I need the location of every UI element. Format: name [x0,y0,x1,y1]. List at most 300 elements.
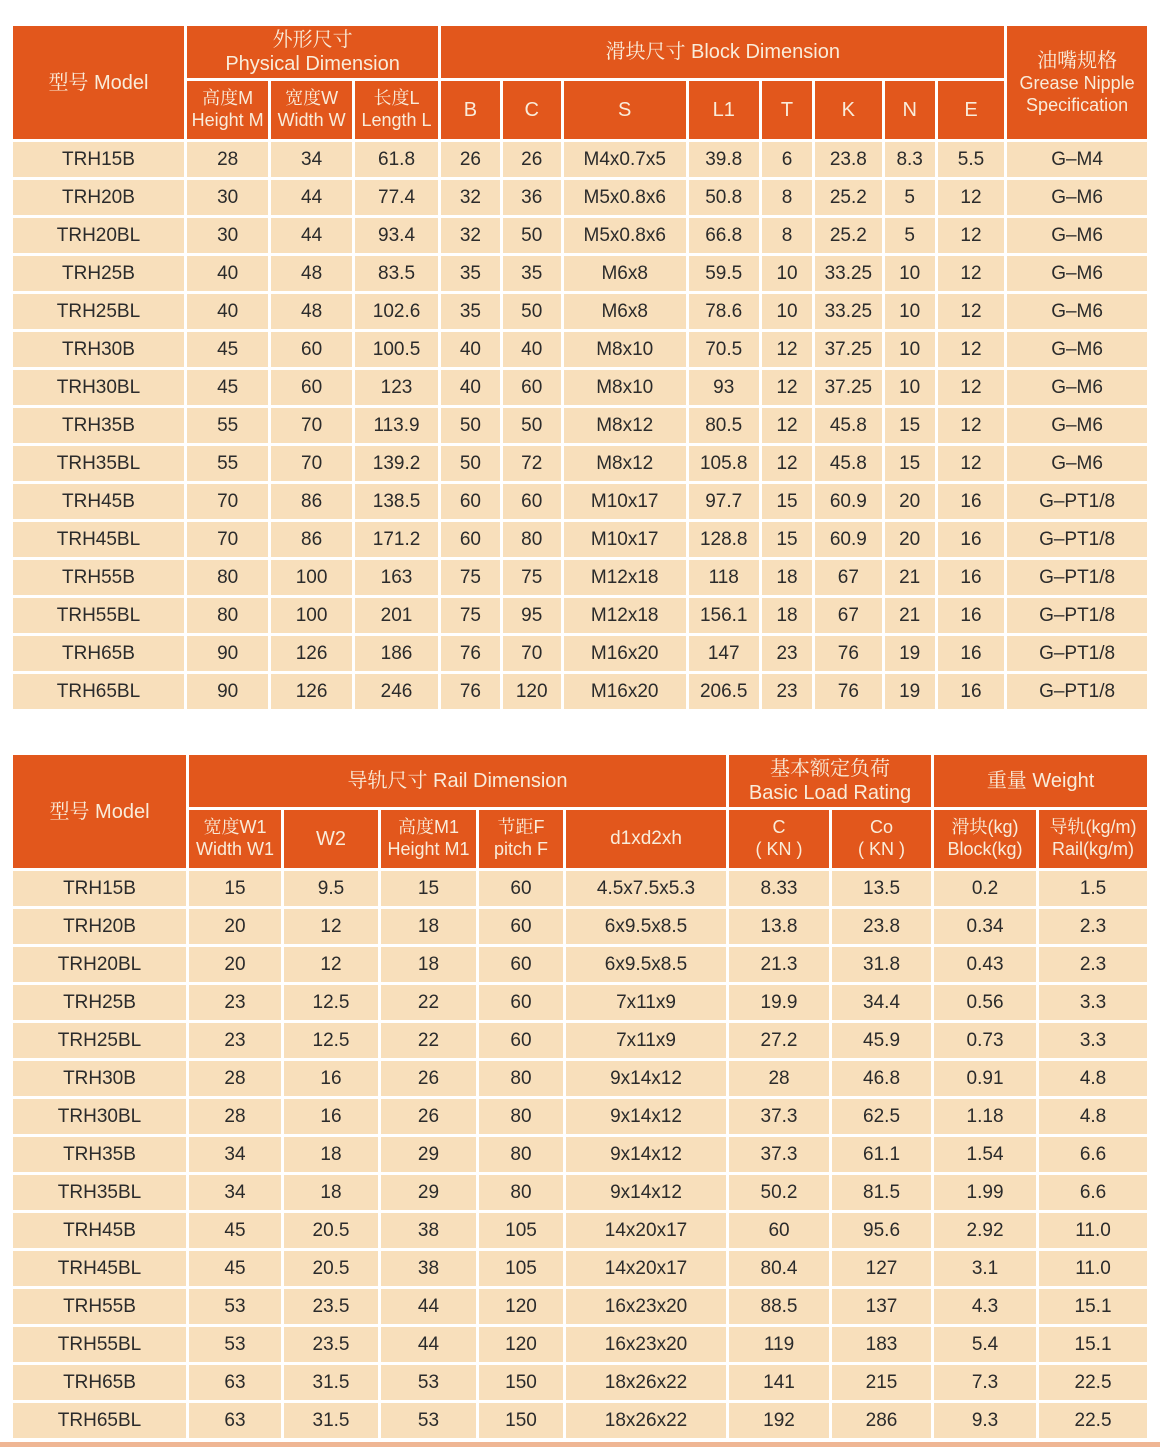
value-cell: 29 [381,1137,476,1172]
value-cell: 50 [503,294,561,329]
value-cell: 31.5 [284,1403,378,1438]
value-cell: 77.4 [355,180,438,215]
header-n: N [885,81,935,139]
value-cell: 48 [271,256,351,291]
value-cell: 10 [885,256,935,291]
value-cell: 34.4 [832,985,931,1020]
header-rail-kg-m: 导轨(kg/m) Rail(kg/m) [1039,810,1147,868]
value-cell: M12x18 [564,598,686,633]
value-cell: 15 [189,871,281,906]
value-cell: 30 [187,218,268,253]
value-cell: 22.5 [1039,1403,1147,1438]
value-cell: 53 [381,1365,476,1400]
value-cell: G–M6 [1007,446,1147,481]
table-row [13,598,1147,633]
header-c: C [503,81,561,139]
model-cell: TRH25BL [13,294,184,329]
value-cell: 20 [189,947,281,982]
header-height-m: 高度M Height M [187,81,268,139]
value-cell: 37.25 [815,370,881,405]
value-cell: 23.8 [832,909,931,944]
model-cell: TRH30BL [13,1099,186,1134]
value-cell: 15 [762,484,812,519]
model-cell: TRH35BL [13,1175,186,1210]
value-cell: M5x0.8x6 [564,180,686,215]
value-cell: 45 [189,1251,281,1286]
value-cell: G–M6 [1007,408,1147,443]
value-cell: 29 [381,1175,476,1210]
value-cell: 5.5 [938,142,1004,177]
header-b: B [441,81,499,139]
value-cell: 9x14x12 [566,1175,726,1210]
value-cell: 118 [689,560,759,595]
value-cell: 80 [503,522,561,557]
value-cell: M12x18 [564,560,686,595]
model-cell: TRH20B [13,909,186,944]
value-cell: 90 [187,636,268,671]
value-cell: 60 [503,484,561,519]
value-cell: 61.8 [355,142,438,177]
model-cell: TRH55B [13,560,184,595]
value-cell: 23.5 [284,1289,378,1324]
value-cell: 70.5 [689,332,759,367]
value-cell: 55 [187,446,268,481]
value-cell: 2.3 [1039,947,1147,982]
model-cell: TRH65BL [13,674,184,709]
value-cell: 90 [187,674,268,709]
value-cell: 10 [762,294,812,329]
model-cell: TRH35B [13,408,184,443]
value-cell: 12 [938,256,1004,291]
value-cell: 12.5 [284,1023,378,1058]
grease-nipple-en: Grease Nipple Specification [1019,72,1135,115]
value-cell: 32 [441,180,499,215]
value-cell: 97.7 [689,484,759,519]
model-cell: TRH55BL [13,598,184,633]
value-cell: 44 [271,218,351,253]
model-cell: TRH30B [13,332,184,367]
value-cell: 119 [729,1327,829,1362]
header-model: 型号 Model [13,755,186,868]
value-cell: 12 [938,446,1004,481]
value-cell: 3.3 [1039,1023,1147,1058]
table-row [13,370,1147,405]
value-cell: 35 [441,294,499,329]
value-cell: 6x9.5x8.5 [566,909,726,944]
value-cell: 88.5 [729,1289,829,1324]
block-table-body [13,142,1147,709]
value-cell: 8 [762,218,812,253]
value-cell: 12 [762,446,812,481]
model-cell: TRH45BL [13,1251,186,1286]
value-cell: G–PT1/8 [1007,522,1147,557]
value-cell: 12 [938,218,1004,253]
value-cell: 80 [187,598,268,633]
value-cell: 38 [381,1251,476,1286]
value-cell: 100.5 [355,332,438,367]
value-cell: 72 [503,446,561,481]
value-cell: 15 [381,871,476,906]
physical-dimension-en: Physical Dimension [225,53,400,75]
header-co-kn: Co ( KN ) [832,810,931,868]
value-cell: 62.5 [832,1099,931,1134]
value-cell: 75 [441,598,499,633]
value-cell: 53 [189,1327,281,1362]
model-cell: TRH30BL [13,370,184,405]
table-row [13,909,1147,944]
value-cell: G–M4 [1007,142,1147,177]
value-cell: 4.5x7.5x5.3 [566,871,726,906]
value-cell: 34 [189,1137,281,1172]
value-cell: 44 [381,1327,476,1362]
block-dimension-table [10,23,1150,712]
value-cell: 100 [271,598,351,633]
value-cell: 12 [762,370,812,405]
value-cell: G–M6 [1007,370,1147,405]
value-cell: 19.9 [729,985,829,1020]
value-cell: 126 [271,636,351,671]
value-cell: 53 [189,1289,281,1324]
value-cell: 80 [479,1137,563,1172]
value-cell: 147 [689,636,759,671]
value-cell: 80 [479,1061,563,1096]
table-row [13,560,1147,595]
value-cell: 60 [479,909,563,944]
table-row [13,1175,1147,1210]
model-cell: TRH55B [13,1289,186,1324]
value-cell: 25.2 [815,180,881,215]
value-cell: 22.5 [1039,1365,1147,1400]
value-cell: 12 [762,332,812,367]
value-cell: 60 [479,871,563,906]
header-w2: W2 [284,810,378,868]
table-row [13,408,1147,443]
value-cell: 12 [284,909,378,944]
value-cell: 14x20x17 [566,1213,726,1248]
value-cell: 80.5 [689,408,759,443]
value-cell: 26 [381,1099,476,1134]
value-cell: 60 [441,484,499,519]
value-cell: 18 [284,1175,378,1210]
value-cell: 120 [503,674,561,709]
table-row [13,332,1147,367]
value-cell: 5.4 [934,1327,1036,1362]
model-cell: TRH35B [13,1137,186,1172]
value-cell: 0.34 [934,909,1036,944]
value-cell: 70 [503,636,561,671]
value-cell: 28 [189,1099,281,1134]
value-cell: 16 [938,598,1004,633]
value-cell: 20.5 [284,1213,378,1248]
header-d1xd2xh: d1xd2xh [566,810,726,868]
table-row [13,1023,1147,1058]
value-cell: 80.4 [729,1251,829,1286]
value-cell: 66.8 [689,218,759,253]
table-row [13,947,1147,982]
value-cell: 63 [189,1365,281,1400]
value-cell: 60 [503,370,561,405]
value-cell: 40 [441,332,499,367]
value-cell: 37.25 [815,332,881,367]
value-cell: 67 [815,598,881,633]
table-row [13,1327,1147,1362]
value-cell: 105 [479,1251,563,1286]
value-cell: G–M6 [1007,218,1147,253]
value-cell: G–PT1/8 [1007,484,1147,519]
value-cell: M4x0.7x5 [564,142,686,177]
header-weight-group: 重量 Weight [934,755,1147,807]
value-cell: 31.8 [832,947,931,982]
value-cell: 18 [381,947,476,982]
value-cell: 12 [284,947,378,982]
value-cell: 70 [187,484,268,519]
value-cell: 30 [187,180,268,215]
table-gap [10,712,1150,752]
value-cell: 83.5 [355,256,438,291]
value-cell: 60.9 [815,484,881,519]
value-cell: M6x8 [564,294,686,329]
value-cell: 80 [479,1099,563,1134]
value-cell: 23.8 [815,142,881,177]
value-cell: 35 [503,256,561,291]
value-cell: 53 [381,1403,476,1438]
value-cell: 9.3 [934,1403,1036,1438]
value-cell: 127 [832,1251,931,1286]
value-cell: 3.3 [1039,985,1147,1020]
value-cell: 37.3 [729,1137,829,1172]
value-cell: 16 [284,1099,378,1134]
value-cell: 61.1 [832,1137,931,1172]
model-cell: TRH30B [13,1061,186,1096]
value-cell: 16 [938,674,1004,709]
table-row [13,1061,1147,1096]
value-cell: 186 [355,636,438,671]
value-cell: 12 [938,370,1004,405]
value-cell: 40 [503,332,561,367]
value-cell: 5 [885,180,935,215]
value-cell: 23.5 [284,1327,378,1362]
value-cell: 215 [832,1365,931,1400]
model-cell: TRH20BL [13,218,184,253]
value-cell: 3.1 [934,1251,1036,1286]
value-cell: G–M6 [1007,294,1147,329]
header-grease-nipple [1007,26,1147,139]
value-cell: 20 [885,484,935,519]
table-row [13,674,1147,709]
table-row [13,218,1147,253]
value-cell: 45 [189,1213,281,1248]
value-cell: 0.43 [934,947,1036,982]
header-width-w1: 宽度W1 Width W1 [189,810,281,868]
value-cell: 28 [189,1061,281,1096]
value-cell: 15 [885,446,935,481]
value-cell: 20 [885,522,935,557]
value-cell: M8x12 [564,408,686,443]
value-cell: 18 [381,909,476,944]
value-cell: 81.5 [832,1175,931,1210]
value-cell: 40 [187,294,268,329]
value-cell: 70 [271,408,351,443]
table-row [13,294,1147,329]
header-block-kg: 滑块(kg) Block(kg) [934,810,1036,868]
header-height-m1: 高度M1 Height M1 [381,810,476,868]
table-row [13,522,1147,557]
value-cell: 21 [885,598,935,633]
value-cell: 22 [381,1023,476,1058]
value-cell: 123 [355,370,438,405]
value-cell: M8x12 [564,446,686,481]
header-model: 型号 Model [13,26,184,139]
model-cell: TRH65BL [13,1403,186,1438]
rail-dimension-table [10,752,1150,1441]
value-cell: 67 [815,560,881,595]
value-cell: 139.2 [355,446,438,481]
table-row [13,256,1147,291]
value-cell: G–PT1/8 [1007,636,1147,671]
value-cell: 37.3 [729,1099,829,1134]
value-cell: 19 [885,636,935,671]
value-cell: 16 [284,1061,378,1096]
value-cell: 113.9 [355,408,438,443]
value-cell: 26 [503,142,561,177]
value-cell: 45.9 [832,1023,931,1058]
table-row [13,1213,1147,1248]
header-rail-dimension-group: 导轨尺寸 Rail Dimension [189,755,726,807]
value-cell: 11.0 [1039,1213,1147,1248]
value-cell: 16 [938,484,1004,519]
value-cell: 120 [479,1327,563,1362]
value-cell: 102.6 [355,294,438,329]
value-cell: 95 [503,598,561,633]
value-cell: 78.6 [689,294,759,329]
header-pitch-f: 节距F pitch F [479,810,563,868]
value-cell: 50 [441,408,499,443]
value-cell: 46.8 [832,1061,931,1096]
table-row [13,1137,1147,1172]
value-cell: 9x14x12 [566,1061,726,1096]
value-cell: 26 [441,142,499,177]
model-cell: TRH45B [13,484,184,519]
value-cell: 4.3 [934,1289,1036,1324]
value-cell: 183 [832,1327,931,1362]
page-bottom-rule [0,1442,1160,1447]
value-cell: 60 [729,1213,829,1248]
value-cell: 15 [885,408,935,443]
value-cell: 60 [271,332,351,367]
value-cell: 137 [832,1289,931,1324]
value-cell: 28 [729,1061,829,1096]
table-row [13,1365,1147,1400]
value-cell: M10x17 [564,522,686,557]
table-row [13,1251,1147,1286]
value-cell: 40 [187,256,268,291]
value-cell: 28 [187,142,268,177]
value-cell: 286 [832,1403,931,1438]
value-cell: 60 [479,1023,563,1058]
model-cell: TRH20B [13,180,184,215]
value-cell: 9x14x12 [566,1137,726,1172]
value-cell: G–M6 [1007,180,1147,215]
value-cell: 8.3 [885,142,935,177]
header-basic-load-rating-group [729,755,931,807]
value-cell: 76 [815,636,881,671]
value-cell: 6x9.5x8.5 [566,947,726,982]
value-cell: 2.3 [1039,909,1147,944]
value-cell: 33.25 [815,256,881,291]
value-cell: 50.2 [729,1175,829,1210]
grease-nipple-zh: 油嘴规格 [1037,49,1118,72]
value-cell: 6 [762,142,812,177]
value-cell: 40 [441,370,499,405]
value-cell: 23 [189,1023,281,1058]
value-cell: 39.8 [689,142,759,177]
model-cell: TRH35BL [13,446,184,481]
value-cell: 34 [271,142,351,177]
value-cell: 20 [189,909,281,944]
value-cell: 10 [885,370,935,405]
value-cell: 50 [503,218,561,253]
value-cell: 10 [885,332,935,367]
header-c-kn: C ( KN ) [729,810,829,868]
rail-table-header [13,755,1147,868]
header-width-w: 宽度W Width W [271,81,351,139]
value-cell: 80 [187,560,268,595]
value-cell: 60 [479,985,563,1020]
value-cell: 20.5 [284,1251,378,1286]
value-cell: 76 [815,674,881,709]
value-cell: 16x23x20 [566,1327,726,1362]
value-cell: M5x0.8x6 [564,218,686,253]
value-cell: 50 [503,408,561,443]
value-cell: G–M6 [1007,256,1147,291]
value-cell: 12 [938,294,1004,329]
value-cell: M8x10 [564,332,686,367]
table-row [13,484,1147,519]
table-row [13,180,1147,215]
value-cell: 156.1 [689,598,759,633]
value-cell: 150 [479,1403,563,1438]
value-cell: 16 [938,560,1004,595]
value-cell: 70 [187,522,268,557]
value-cell: 76 [441,636,499,671]
value-cell: 16x23x20 [566,1289,726,1324]
value-cell: 25.2 [815,218,881,253]
value-cell: 0.91 [934,1061,1036,1096]
basic-load-zh: 基本额定负荷 [770,758,891,780]
value-cell: 16 [938,636,1004,671]
value-cell: 18 [762,560,812,595]
value-cell: 31.5 [284,1365,378,1400]
value-cell: 18x26x22 [566,1403,726,1438]
value-cell: 4.8 [1039,1061,1147,1096]
value-cell: 7.3 [934,1365,1036,1400]
value-cell: 16 [938,522,1004,557]
table-row [13,446,1147,481]
value-cell: 36 [503,180,561,215]
value-cell: 21.3 [729,947,829,982]
value-cell: 48 [271,294,351,329]
value-cell: 50.8 [689,180,759,215]
value-cell: 8.33 [729,871,829,906]
value-cell: 171.2 [355,522,438,557]
value-cell: 201 [355,598,438,633]
value-cell: 93 [689,370,759,405]
value-cell: G–PT1/8 [1007,598,1147,633]
value-cell: 1.5 [1039,871,1147,906]
value-cell: 86 [271,522,351,557]
value-cell: 23 [189,985,281,1020]
model-cell: TRH65B [13,1365,186,1400]
